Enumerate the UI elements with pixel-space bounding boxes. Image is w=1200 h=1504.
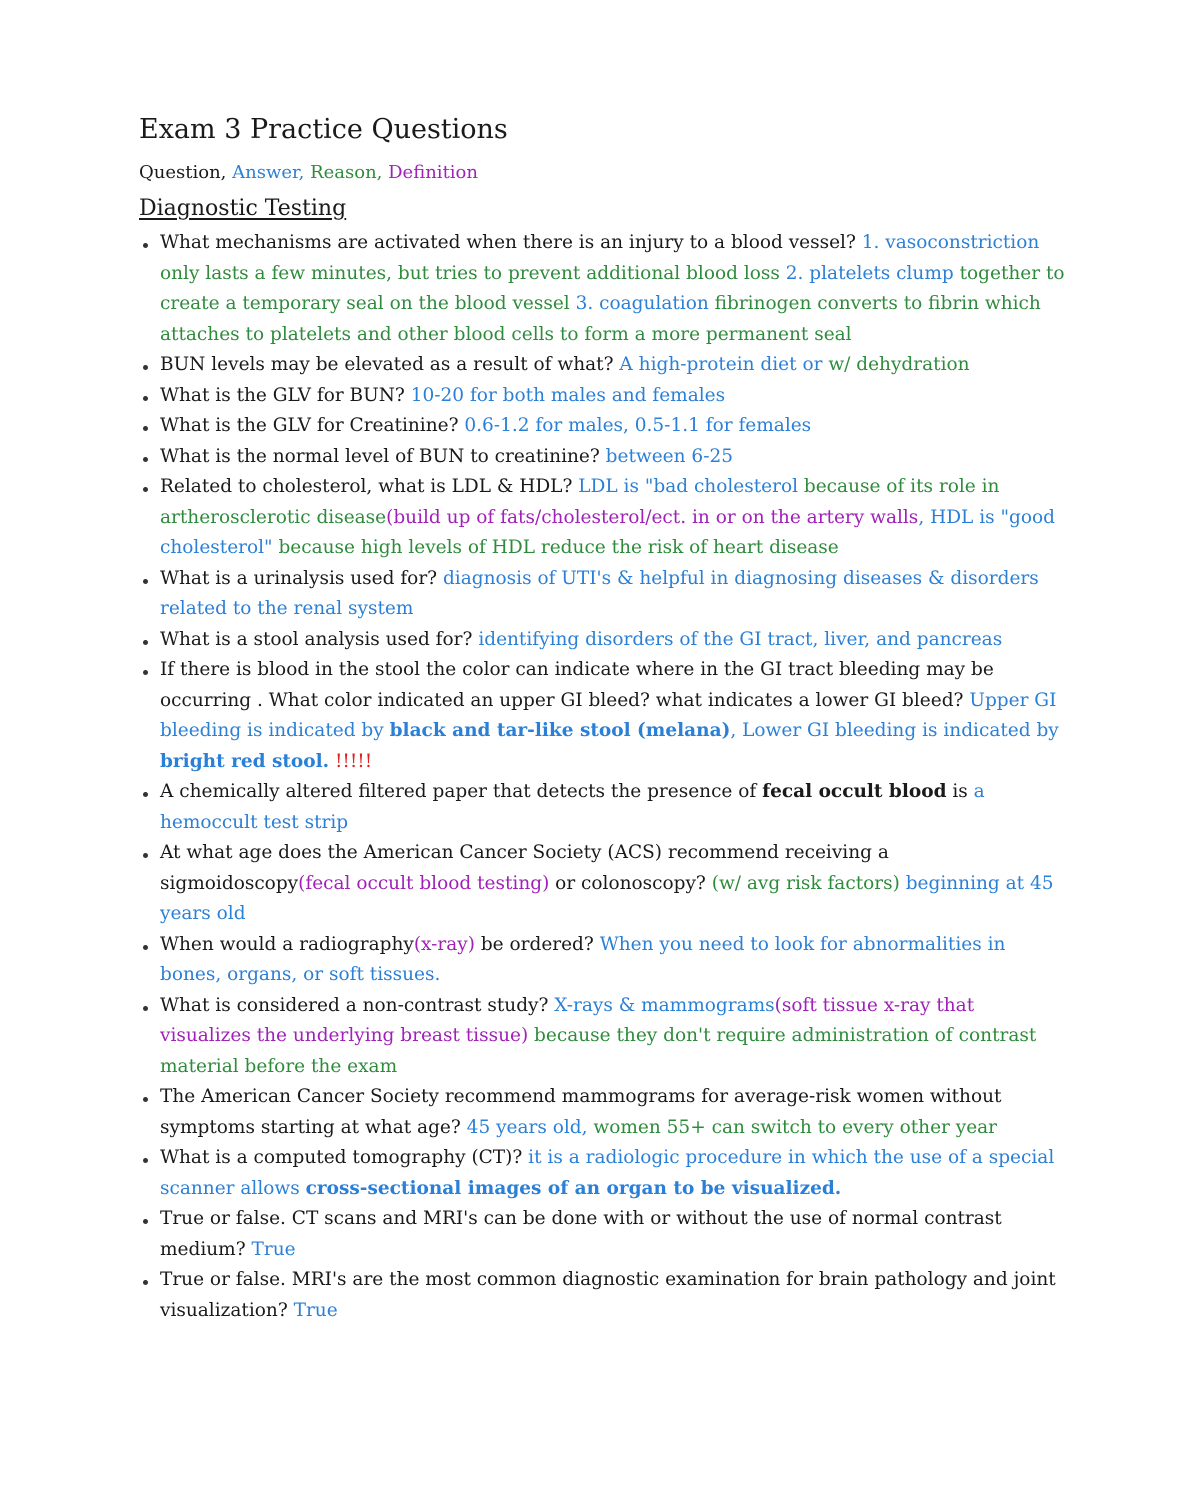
question-text: or colonoscopy? <box>549 872 712 894</box>
answer-text: 1. vasoconstriction <box>861 232 1040 253</box>
list-item <box>139 381 1069 412</box>
list-item <box>139 564 1069 625</box>
legend-item: Reason, <box>310 162 389 183</box>
emphasis-text: !!!!! <box>329 750 373 772</box>
definition-text: (soft tissue x-ray that visualizes the underlying breast tissue) <box>160 994 975 1046</box>
answer-text: between 6-25 <box>605 445 733 467</box>
list-item <box>139 1204 1069 1265</box>
answer-text: When you need to look for abnormalities in bones, organs, or soft tissues. <box>160 933 1006 985</box>
answer-text: bright red stool. <box>160 750 330 772</box>
reason-text: w/ dehydration <box>828 354 970 375</box>
answer-text: 3. coagulation <box>575 293 715 314</box>
answer-text: black and tar-like stool (melana) <box>389 720 731 741</box>
answer-text: 2. platelets clump <box>785 262 960 284</box>
reason-text: (w/ avg risk factors) <box>711 872 906 894</box>
question-text: The American Cancer Society recommend mammograms for average-risk women without symptoms starting at what age? <box>160 1086 1002 1138</box>
list-item <box>139 991 1069 1083</box>
answer-text: identifying disorders of the GI tract, liver, and pancreas <box>478 628 1003 650</box>
question-list <box>139 228 1069 1326</box>
list-item <box>139 350 1069 381</box>
reason-text: women 55+ can switch to every other year <box>593 1116 998 1138</box>
answer-text: cross-sectional images of an organ to be visualized. <box>305 1177 842 1199</box>
answer-text: 45 years old, <box>466 1116 594 1138</box>
definition-text: (build up of fats/cholesterol/ect. in or on the artery walls <box>386 506 919 528</box>
list-item <box>139 625 1069 656</box>
answer-text: 10-20 for both males and females <box>410 384 726 406</box>
list-item <box>139 930 1069 991</box>
color-legend <box>139 158 1069 188</box>
answer-text: Upper GI bleeding is indicated by <box>160 689 1057 741</box>
reason-text: because of its role in artherosclerotic disease <box>160 476 1000 528</box>
answer-text: diagnosis of UTI's & helpful in diagnosing diseases & disorders related to the renal system <box>160 567 1039 619</box>
question-text: BUN levels may be elevated as a result of what? <box>160 354 620 375</box>
list-item <box>139 1082 1069 1143</box>
answer-text: beginning at 45 years old <box>160 872 1054 924</box>
question-text: At what age does the American Cancer Society (ACS) recommend receiving a sigmoidoscopy <box>160 842 889 894</box>
answer-text: a hemoccult test strip <box>160 781 985 833</box>
answer-text: , HDL is "good cholesterol" <box>160 506 1055 558</box>
definition-text: (x-ray) <box>413 933 475 955</box>
legend-item: Definition <box>388 162 478 183</box>
question-text: True or false. CT scans and MRI's can be done with or without the use of normal contrast medium? <box>160 1208 1002 1260</box>
answer-text: it is a radiologic procedure in which the use of a special scanner allows <box>160 1147 1055 1199</box>
legend-item: Answer, <box>232 162 311 183</box>
question-text: What mechanisms are activated when there is an injury to a blood vessel? <box>160 232 862 253</box>
question-text: What is considered a non-contrast study? <box>160 994 555 1016</box>
answer-text: True <box>251 1238 296 1260</box>
list-item <box>139 442 1069 473</box>
page-title: Exam 3 Practice Questions <box>139 114 508 145</box>
question-text: A chemically altered filtered paper that detects the presence of <box>160 781 763 802</box>
document-content <box>139 108 1069 1326</box>
question-text: True or false. MRI's are the most common diagnostic examination for brain pathology and joint visualization? <box>160 1269 1056 1321</box>
question-text: Related to cholesterol, what is LDL & HDL? <box>160 476 579 497</box>
question-text: What is the normal level of BUN to creatinine? <box>160 445 606 467</box>
reason-text: because they don't require administration of contrast material before the exam <box>160 1025 1037 1077</box>
answer-text: , Lower GI bleeding is indicated by <box>730 720 1059 741</box>
answer-text: True <box>293 1299 338 1321</box>
list-item <box>139 1143 1069 1204</box>
question-text: be ordered? <box>474 933 600 955</box>
section-heading: Diagnostic Testing <box>139 196 347 221</box>
list-item <box>139 228 1069 350</box>
question-text: What is a computed tomography (CT)? <box>160 1147 529 1168</box>
definition-text: (fecal occult blood testing) <box>298 872 550 894</box>
list-item <box>139 411 1069 442</box>
question-text: fecal occult blood <box>762 781 947 802</box>
question-text: What is a urinalysis used for? <box>160 567 443 589</box>
question-text: If there is blood in the stool the color can indicate where in the GI tract bleeding may be occurring . What color indicated an upper GI bleed? what indicates a lower GI bleed? <box>160 659 994 711</box>
list-item <box>139 1265 1069 1326</box>
list-item <box>139 838 1069 930</box>
question-text: is <box>946 781 974 802</box>
answer-text: 0.6-1.2 for males, 0.5-1.1 for females <box>464 415 812 436</box>
reason-text: together to create a temporary seal on the blood vessel <box>160 262 1065 314</box>
reason-text: because high levels of HDL reduce the risk of heart disease <box>278 537 839 558</box>
question-text: What is the GLV for Creatinine? <box>160 415 465 436</box>
legend-item: Question, <box>139 162 233 183</box>
list-item <box>139 777 1069 838</box>
question-text: What is the GLV for BUN? <box>160 384 411 406</box>
reason-text: only lasts a few minutes, but tries to prevent additional blood loss <box>160 262 786 284</box>
list-item <box>139 655 1069 777</box>
question-text: What is a stool analysis used for? <box>160 628 479 650</box>
reason-text: fibrinogen converts to fibrin which attaches to platelets and other blood cells to form a more permanent seal <box>160 293 1041 345</box>
question-text: When would a radiography <box>160 933 414 955</box>
answer-text: X-rays & mammograms <box>554 994 775 1016</box>
list-item <box>139 472 1069 564</box>
answer-text: LDL is "bad cholesterol <box>578 476 804 497</box>
answer-text: A high-protein diet or <box>619 354 829 375</box>
